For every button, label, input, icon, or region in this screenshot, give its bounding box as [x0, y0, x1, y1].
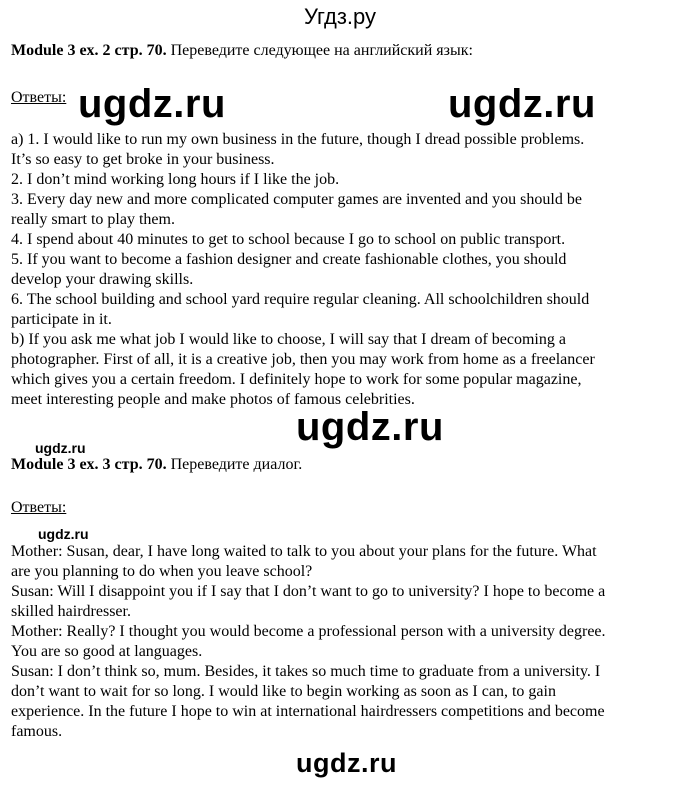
watermark-4: ugdz.ru [35, 440, 86, 456]
answer-line: develop your drawing skills. [11, 271, 194, 288]
answer-line: 2. I don’t mind working long hours if I like the job. [11, 171, 340, 188]
answer-line: participate in it. [11, 311, 112, 328]
dialog-line: skilled hairdresser. [11, 603, 131, 620]
answer-text-1 [11, 130, 671, 410]
dialog-line: Mother: Really? I thought you would become a professional person with a university degree. [11, 623, 606, 640]
dialog-line: You are so good at languages. [11, 643, 203, 660]
answer-line: 3. Every day new and more complicated computer games are invented and you should be [11, 191, 582, 208]
dialog-line: Susan: Will I disappoint you if I say that I don’t want to go to university? I hope to become a [11, 583, 606, 600]
watermark-3: ugdz.ru [296, 405, 444, 449]
answer-line: 4. I spend about 40 minutes to get to school because I go to school on public transport. [11, 231, 566, 248]
dialog-line: Mother: Susan, dear, I have long waited to talk to you about your plans for the future. What [11, 543, 597, 560]
answer-line: which gives you a certain freedom. I definitely hope to work for some popular magazine, [11, 371, 582, 388]
dialog-line: don’t want to wait for so long. I would like to begin working as soon as I can, to gain [11, 683, 556, 700]
answer-line: photographer. First of all, it is a creative job, then you may work from home as a freelancer [11, 351, 595, 368]
watermark-1: ugdz.ru [78, 82, 226, 126]
answer-line: 6. The school building and school yard require regular cleaning. All schoolchildren should [11, 291, 590, 308]
exercise-instruction-1: Переведите следующее на английский язык: [166, 42, 473, 59]
watermark-2: ugdz.ru [448, 82, 596, 126]
answer-line: It’s so easy to get broke in your business. [11, 151, 275, 168]
answers-label-2: Ответы: [11, 499, 67, 516]
exercise-heading-1 [11, 42, 473, 60]
answer-line: b) If you ask me what job I would like to choose, I will say that I dream of becoming a [11, 331, 566, 348]
answer-line: meet interesting people and make photos of famous celebrities. [11, 391, 415, 408]
dialog-text [11, 542, 671, 742]
answer-line: really smart to play them. [11, 211, 175, 228]
answer-line: a) 1. I would like to run my own business in the future, though I dread possible problems. [11, 131, 585, 148]
answer-line: 5. If you want to become a fashion designer and create fashionable clothes, you should [11, 251, 567, 268]
exercise-heading-2 [11, 456, 302, 474]
answers-label-1: Ответы: [11, 89, 67, 106]
dialog-line: are you planning to do when you leave school? [11, 563, 313, 580]
exercise-reference-1: Module 3 ex. 2 стр. 70. [11, 42, 167, 59]
site-title[interactable]: Угдз.ру [303, 4, 377, 29]
watermark-5: ugdz.ru [38, 526, 89, 542]
dialog-line: famous. [11, 723, 63, 740]
dialog-line: Susan: I don’t think so, mum. Besides, it takes so much time to graduate from a university. I [11, 663, 601, 680]
exercise-reference-2: Module 3 ex. 3 стр. 70. [11, 456, 167, 473]
watermark-6: ugdz.ru [296, 748, 397, 778]
exercise-instruction-2: Переведите диалог. [166, 456, 303, 473]
dialog-line: experience. In the future I hope to win at international hairdressers competitions and become [11, 703, 605, 720]
